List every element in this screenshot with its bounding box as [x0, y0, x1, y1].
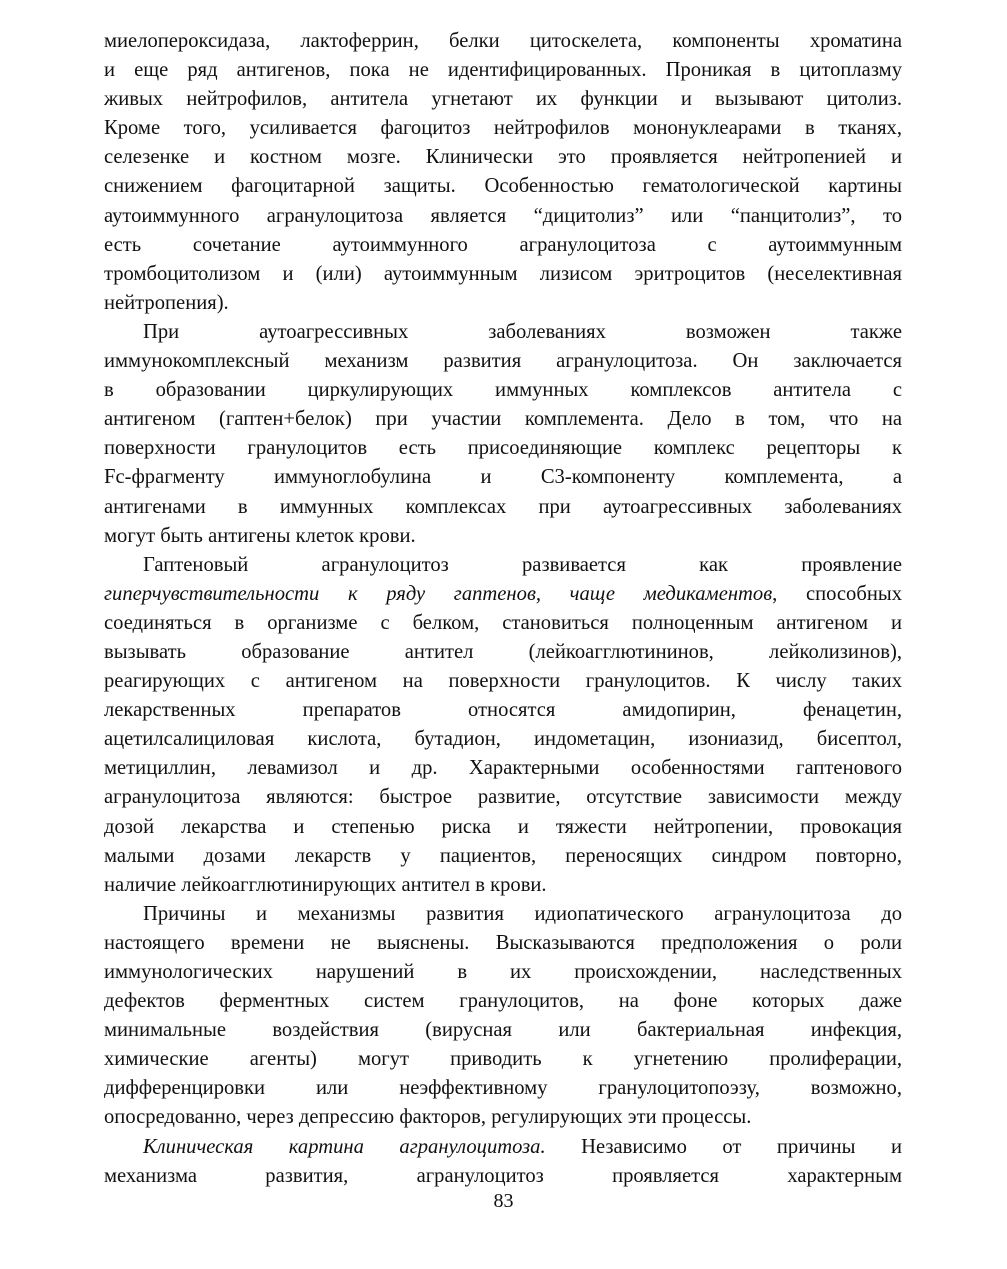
- text-run: есть сочетание аутоиммунного агранулоцитоза с аутоиммунным: [104, 233, 902, 256]
- text-run: химические агенты) могут приводить к угнетению пролиферации,: [104, 1048, 902, 1071]
- text-run: аутоиммунного агранулоцитоза является “дицитолиз” или “панцитолиз”, то: [104, 204, 902, 227]
- text-run: настоящего времени не выяснены. Высказываются предположения о роли: [104, 931, 902, 954]
- text-line: [104, 1045, 902, 1074]
- text-run: Fc-фрагменту иммуноглобулина и С3-компоненту комплемента, а: [104, 466, 902, 489]
- text-run: антигенами в иммунных комплексах при аутоагрессивных заболеваниях: [104, 495, 902, 518]
- text-line: [104, 85, 902, 114]
- italic-text: Клиническая картина агранулоцитоза.: [143, 1135, 546, 1158]
- text-run: При аутоагрессивных заболеваниях возможен также: [143, 320, 902, 343]
- text-run: метициллин, левамизол и др. Характерными особенностями гаптенового: [104, 757, 902, 780]
- text-run: иммунологических нарушений в их происхождении, наследственных: [104, 961, 902, 983]
- text-line: [104, 1162, 902, 1191]
- text-line: [104, 493, 902, 522]
- text-line: [104, 609, 902, 638]
- text-line: [104, 202, 902, 231]
- text-line: [104, 958, 902, 987]
- text-line: [104, 56, 902, 85]
- text-run: в образовании циркулирующих иммунных комплексов антитела с: [104, 379, 902, 402]
- text-line: [104, 27, 902, 56]
- text-run: минимальные воздействия (вирусная или бактериальная инфекция,: [104, 1019, 902, 1042]
- text-line: [104, 376, 902, 405]
- text-run: миелопероксидаза, лактоферрин, белки цитоскелета, компоненты хроматина: [104, 30, 902, 52]
- text-run: тромбоцитолизом и (или) аутоиммунным лизисом эритроцитов (неселективная: [104, 262, 902, 285]
- paragraph: [104, 27, 902, 318]
- text-line: [104, 522, 902, 551]
- italic-text: гиперчувствительности к ряду гаптенов, чаще медикаментов: [104, 582, 773, 605]
- page-number: 83: [493, 1190, 514, 1212]
- text-run: ацетилсалициловая кислота, бутадион, индометацин, изониазид, бисептол,: [104, 728, 902, 751]
- text-run: агранулоцитоза являются: быстрое развитие, отсутствие зависимости между: [104, 786, 902, 809]
- text-run: живых нейтрофилов, антитела угнетают их функции и вызывают цитолиз.: [104, 88, 902, 111]
- text-line: [104, 696, 902, 725]
- text-line: [104, 231, 902, 260]
- text-run: , способных: [772, 582, 902, 605]
- text-line: [104, 1103, 902, 1132]
- text-line: [104, 871, 902, 900]
- text-line: [104, 1074, 902, 1103]
- text-line: [104, 172, 902, 201]
- text-line: [104, 1133, 902, 1162]
- text-run: иммунокомплексный механизм развития агранулоцитоза. Он заключается: [104, 350, 902, 373]
- text-run: вызывать образование антител (лейкоагглютининов, лейколизинов),: [104, 640, 902, 663]
- text-run: антигеном (гаптен+белок) при участии комплемента. Дело в том, что на: [104, 408, 902, 431]
- text-run: поверхности гранулоцитов есть присоединяющие комплекс рецепторы к: [104, 437, 902, 460]
- paragraph: [104, 318, 902, 551]
- text-line: [104, 638, 902, 667]
- text-run: соединяться в организме с белком, становиться полноценным антигеном и: [104, 611, 902, 634]
- text-line: [104, 987, 902, 1016]
- text-line: [104, 580, 902, 609]
- text-run: реагирующих с антигеном на поверхности гранулоцитов. К числу таких: [104, 670, 902, 693]
- text-line: [104, 813, 902, 842]
- paragraph: [104, 1133, 902, 1191]
- text-run: механизма развития, агранулоцитоз проявляется характерным: [104, 1164, 902, 1187]
- text-line: [104, 114, 902, 143]
- text-line: [104, 463, 902, 492]
- text-line: [104, 667, 902, 696]
- text-run: Гаптеновый агранулоцитоз развивается как проявление: [143, 553, 902, 576]
- text-line: [104, 434, 902, 463]
- text-line: [104, 551, 902, 580]
- text-run: дефектов ферментных систем гранулоцитов, на фоне которых даже: [104, 990, 902, 1013]
- text-run: малыми дозами лекарств у пациентов, переносящих синдром повторно,: [104, 844, 902, 867]
- text-run: наличие лейкоагглютинирующих антител в крови.: [104, 873, 547, 896]
- text-run: опосредованно, через депрессию факторов, регулирующих эти процессы.: [104, 1106, 752, 1129]
- text-line: [104, 725, 902, 754]
- text-line: [104, 900, 902, 929]
- text-line: [104, 260, 902, 289]
- text-line: [104, 405, 902, 434]
- text-line: [104, 783, 902, 812]
- paragraph: [104, 900, 902, 1133]
- text-line: [104, 929, 902, 958]
- text-run: Кроме того, усиливается фагоцитоз нейтрофилов мононуклеарами в тканях,: [104, 117, 902, 140]
- text-line: [104, 289, 902, 318]
- text-run: Причины и механизмы развития идиопатического агранулоцитоза до: [143, 902, 902, 925]
- text-line: [104, 1016, 902, 1045]
- text-line: [104, 318, 902, 347]
- text-run: дифференцировки или неэффективному гранулоцитопоэзу, возможно,: [104, 1077, 902, 1100]
- page-body: [104, 27, 902, 1191]
- text-run: могут быть антигены клеток крови.: [104, 524, 416, 547]
- text-line: [104, 842, 902, 871]
- text-run: селезенке и костном мозге. Клинически это проявляется нейтропенией и: [104, 146, 902, 169]
- text-run: нейтропения).: [104, 291, 229, 314]
- text-run: и еще ряд антигенов, пока не идентифицированных. Проникая в цитоплазму: [104, 59, 902, 82]
- text-run: Независимо от причины и: [545, 1135, 902, 1158]
- text-run: лекарственных препаратов относятся амидопирин, фенацетин,: [104, 699, 902, 722]
- text-run: дозой лекарства и степенью риска и тяжести нейтропении, провокация: [104, 815, 902, 838]
- text-run: снижением фагоцитарной защиты. Особенностью гематологической картины: [104, 175, 902, 198]
- text-line: [104, 143, 902, 172]
- text-line: [104, 347, 902, 376]
- text-line: [104, 754, 902, 783]
- paragraph: [104, 551, 902, 900]
